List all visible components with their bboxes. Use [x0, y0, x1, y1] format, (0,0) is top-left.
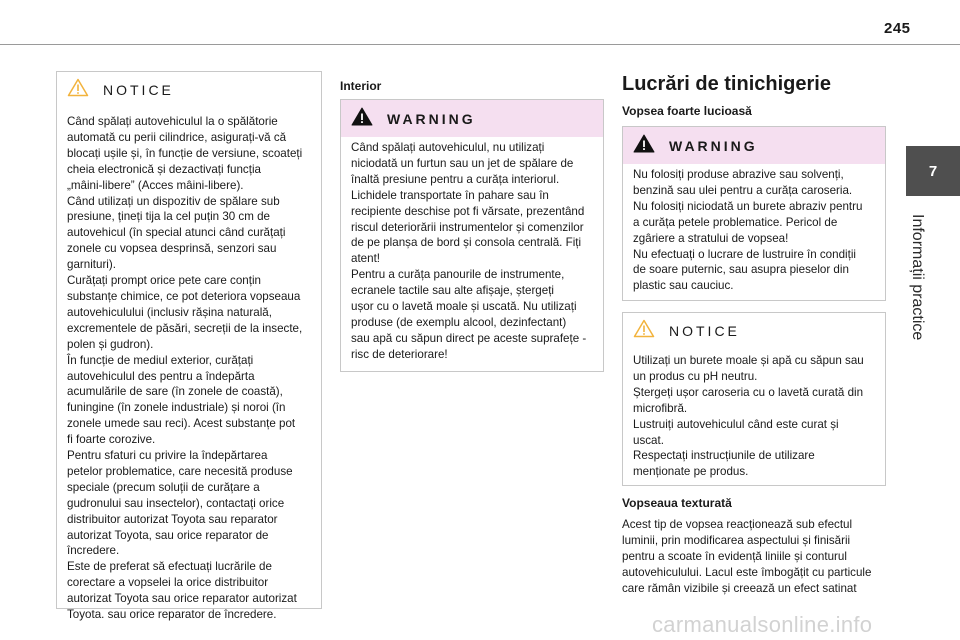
text-line: plastic sau cauciuc. — [633, 279, 734, 293]
chapter-title: Informații practice — [909, 214, 926, 341]
warning-title: WARNING — [387, 110, 476, 127]
notice-box-left — [56, 71, 322, 622]
caution-triangle-icon — [67, 78, 89, 102]
caution-triangle-icon — [633, 319, 655, 343]
notice-header — [57, 72, 321, 108]
text-line: automată cu perii cilindrice, asigurați-vă că — [67, 130, 287, 144]
text-line: corectare a vopselei la orice distribuitor — [67, 576, 269, 590]
text-line: autovehiculul des pentru a îndepărta — [67, 369, 255, 383]
text-line: Pentru sfaturi cu privire la îndepărtarea — [67, 449, 268, 463]
text-line: blocați ușile și, în funcție de versiune, scoateți — [67, 146, 303, 160]
text-line: ușor cu o lavetă moale și uscată. Nu utilizați — [351, 300, 577, 314]
warning-triangle-icon — [633, 134, 655, 158]
chapter-number: 7 — [928, 162, 938, 180]
text-line: zgâriere a stratului de vopsea! — [633, 231, 789, 245]
text-line: polen și gudron). — [67, 337, 154, 351]
text-line: „mâini-libere” (Acces mâini-libere). — [67, 178, 244, 192]
text-line: distribuitor autorizat Toyota sau reparator — [67, 512, 278, 526]
text-line: Toyota. sau orice reparator de încredere. — [67, 608, 277, 622]
text-line: a curăța petele problematice. Pericol de — [633, 215, 838, 229]
text-line: Nu folosiți niciodată un burete abraziv pentru — [633, 199, 863, 213]
text-line: Nu efectuați o lucrare de lustruire în condiții — [633, 247, 856, 261]
interior-heading: Interior — [340, 79, 382, 93]
warning-header — [341, 100, 603, 137]
text-line: uscat. — [633, 433, 664, 447]
notice-header — [623, 313, 885, 349]
text-line: cheia electronică și dezactivați funcția — [67, 162, 261, 176]
text-line: Respectați instrucțiunile de utilizare — [633, 449, 815, 463]
text-line: microfibră. — [633, 401, 688, 415]
text-line: autovehicul (în special atunci când curățați — [67, 226, 286, 240]
text-line: pentru a scoate în evidență liniile și conturul — [622, 550, 847, 563]
text-line: gudronului sau insectelor), contactați orice — [67, 496, 285, 510]
text-line: Curățați prompt orice pete care conțin — [67, 274, 261, 288]
text-line: risc de deteriorare! — [351, 347, 448, 361]
warning-box-interior — [340, 99, 604, 372]
text-line: zonele cu vopsea desprinsă, senzori sau — [67, 242, 277, 256]
text-line: Nu folosiți produse abrazive sau solvenți, — [633, 168, 844, 181]
text-line: ecranele tactile sau alte afișaje, ștergeți — [351, 284, 555, 298]
text-line: autorizat Toyota sau orice reparator autorizat — [67, 592, 297, 606]
watermark: carmanualsonline.info — [652, 612, 873, 637]
text-line: de soare puternic, sau asupra pieselor din — [633, 263, 849, 277]
warning-body — [341, 137, 603, 363]
notice-box-right — [622, 312, 886, 486]
text-line: Acest tip de vopsea reacționează sub efectul — [622, 518, 853, 531]
high-gloss-heading: Vopsea foarte lucioasă — [622, 104, 752, 118]
warning-triangle-icon — [351, 107, 373, 131]
text-line: Utilizați un burete moale și apă cu săpun sau — [633, 354, 864, 367]
text-line: înaltă presiune pentru a curăța interiorul. — [351, 172, 560, 186]
notice-body — [623, 349, 885, 480]
warning-title: WARNING — [669, 137, 758, 154]
text-line: de pe planșa de bord și consola centrală. Fiți — [351, 236, 582, 250]
text-line: niciodată un furtun sau un jet de spălare de — [351, 156, 574, 170]
text-line: Este de preferat să efectuați lucrările de — [67, 560, 272, 574]
text-line: excrementele de păsări, secreții de la insecte, — [67, 321, 303, 335]
text-line: garnituri). — [67, 258, 116, 272]
text-line: Când spălați autovehiculul, nu utilizați — [351, 141, 545, 154]
header-divider — [0, 44, 960, 45]
text-line: Când spălați autovehiculul la o spălătorie — [67, 115, 278, 128]
text-line: produse (de exemplu alcool, dezinfectant) — [351, 315, 567, 329]
text-line: substanțe chimice, ce pot deteriora vopseaua — [67, 289, 301, 303]
text-line: Lichidele transportate în pahare sau în — [351, 188, 549, 202]
text-line: În funcție de mediul exterior, curățați — [67, 353, 254, 367]
text-line: speciale (precum soluții de curățare a — [67, 480, 260, 494]
text-line: recipiente deschise pot fi vărsate, prezentând — [351, 204, 585, 218]
text-line: Când utilizați un dispozitiv de spălare sub — [67, 194, 280, 208]
text-line: Ștergeți ușor caroseria cu o lavetă curată din — [633, 385, 864, 399]
warning-header — [623, 127, 885, 164]
text-line: zonele umede sau reci). Acest substanțe pot — [67, 417, 296, 431]
text-line: un produs cu pH neutru. — [633, 369, 758, 383]
text-line: autorizat Toyota, sau orice reparator de — [67, 528, 269, 542]
notice-title: NOTICE — [103, 82, 174, 98]
warning-body — [623, 164, 885, 294]
text-line: petelor problematice, care necesită produse — [67, 464, 293, 478]
textured-paint-paragraph — [622, 517, 892, 597]
notice-title: NOTICE — [669, 323, 740, 339]
text-line: autovehiculului (inclusiv rășina naturală, — [67, 305, 272, 319]
text-line: atent! — [351, 252, 381, 266]
text-line: sau apă cu săpun direct pe aceste suprafețe - — [351, 331, 587, 345]
text-line: benzină sau ulei pentru a curăța caroseria. — [633, 183, 853, 197]
text-line: încredere. — [67, 544, 120, 558]
text-line: funingine (în zonele industriale) și noroi (în — [67, 401, 286, 415]
textured-paint-heading: Vopseaua texturată — [622, 496, 732, 510]
chapter-tab — [906, 146, 960, 196]
text-line: presiune, țineți tija la cel puțin 30 cm de — [67, 210, 271, 224]
text-line: luminii, prin modificarea aspectului și finisării — [622, 534, 851, 547]
text-line: Lustruiți autovehiculul când este curat și — [633, 417, 839, 431]
text-line: Pentru a curăța panourile de instrumente, — [351, 268, 565, 282]
text-line: autovehiculului. Lacul este îmbogățit cu particule — [622, 566, 872, 579]
text-line: riscul deteriorării instrumentelor și comenzilor — [351, 220, 584, 234]
warning-box-bodywork — [622, 126, 886, 301]
section-title: Lucrări de tinichigerie — [622, 73, 831, 95]
text-line: fi foarte corozive. — [67, 433, 156, 447]
text-line: menționate pe produs. — [633, 465, 749, 479]
text-line: acumulările de sare (în zonele de coastă), — [67, 385, 283, 399]
notice-body — [57, 108, 321, 623]
page-number: 245 — [884, 20, 911, 37]
text-line: care rămân vizibile și creează un efect satinat — [622, 582, 857, 595]
